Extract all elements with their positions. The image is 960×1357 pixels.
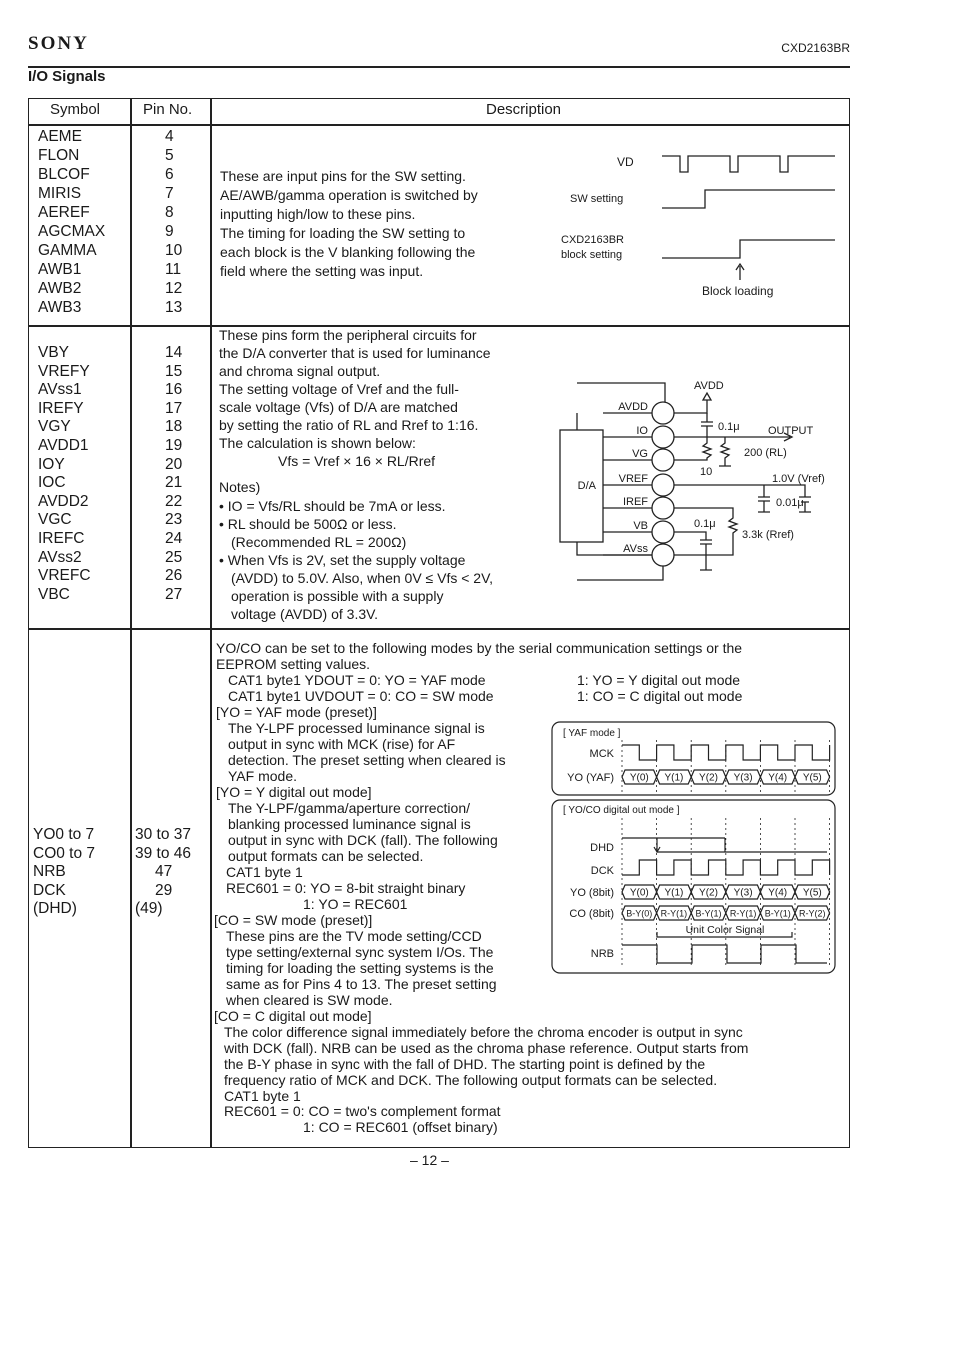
signal-symbol: VGY — [38, 418, 71, 436]
block-loading-arrow — [736, 264, 744, 280]
pin-number: 39 to 46 — [135, 844, 192, 862]
signal-symbol: GAMMA — [38, 242, 97, 259]
sony-logo: SONY — [28, 33, 89, 54]
signal-symbol: VBC — [38, 585, 70, 603]
description-line: The Y-LPF/gamma/aperture correction/ — [228, 800, 471, 816]
pin-number: 15 — [165, 362, 183, 380]
description-line: inputting high/low to these pins. — [220, 206, 416, 222]
pin-number: 26 — [165, 567, 183, 585]
part-number: CXD2163BR — [781, 41, 850, 55]
description-line: scale voltage (Vfs) of D/A are matched — [219, 399, 458, 415]
dhd-label: DHD — [590, 842, 614, 854]
description-line: These are input pins for the SW setting. — [220, 168, 466, 184]
description-line: EEPROM setting values. — [216, 656, 371, 672]
yo-8bit-cell-label: Y(1) — [664, 887, 684, 899]
co-8bit-cell-label: R-Y(1) — [729, 908, 757, 919]
signal-symbol: AEREF — [38, 204, 90, 221]
signal-symbol: VREFC — [38, 567, 91, 585]
mck-waveform — [622, 745, 830, 760]
pin-number: 9 — [165, 223, 174, 240]
circuit-pin-label: AVss — [623, 543, 648, 555]
pin-number: 6 — [165, 166, 174, 183]
digital-title: [ YO/CO digital out mode ] — [563, 805, 680, 816]
description-line: and chroma signal output. — [219, 363, 381, 379]
da-label: D/A — [577, 480, 596, 492]
sw-setting-waveform — [662, 190, 835, 208]
description-line: REC601 = 0: CO = two's complement format — [224, 1103, 501, 1119]
description-line: the B-Y phase in sync with the fall of DHD. The starting point is defined by the — [224, 1056, 706, 1072]
description-line: • IO = Vfs/RL should be 7mA or less. — [219, 498, 446, 514]
section-title: I/O Signals — [28, 68, 106, 85]
description-line: detection. The preset setting when cleared is — [228, 752, 506, 768]
circuit-pin-label: IO — [636, 425, 648, 437]
description-line: The calculation is shown below: — [219, 435, 416, 451]
pin-number: 27 — [165, 585, 183, 603]
rl-label: 200 (RL) — [744, 447, 787, 459]
co-8bit-label: CO (8bit) — [569, 908, 614, 920]
signal-symbol: AWB3 — [38, 299, 82, 316]
signal-symbol: YO0 to 7 — [33, 826, 95, 843]
vd-label: VD — [617, 155, 634, 169]
yo-8bit-cell-label: Y(4) — [768, 887, 788, 899]
description-line: CAT1 byte 1 — [226, 864, 303, 880]
yo-8bit-cell-label: Y(5) — [802, 887, 822, 899]
signal-symbol: AVss2 — [38, 548, 82, 566]
circuit-pin-label: IREF — [622, 496, 648, 508]
description-line: timing for loading the setting systems is the — [226, 960, 494, 976]
block-setting-label: block setting — [561, 249, 623, 261]
dhd-waveform — [622, 838, 827, 852]
description-line: Notes) — [219, 479, 261, 495]
cap-label: 0.01μ — [776, 497, 804, 509]
description-line: REC601 = 0: YO = 8-bit straight binary — [226, 880, 466, 896]
pin-number: 7 — [165, 185, 174, 202]
pin-number: 5 — [165, 147, 174, 164]
description-line: [YO = YAF mode (preset)] — [216, 704, 377, 720]
description-line: field where the setting was input. — [220, 263, 424, 279]
column-header-symbol: Symbol — [50, 101, 101, 118]
pin-number: 18 — [165, 418, 183, 436]
description-line: output in sync with DCK (fall). The following — [228, 832, 498, 848]
pin-circle — [652, 449, 674, 471]
co-8bit-cell-label: R-Y(2) — [799, 908, 826, 919]
rref-label: 3.3k (Rref) — [742, 529, 794, 541]
block-setting-waveform — [662, 240, 835, 258]
column-header-pin: Pin No. — [143, 101, 193, 118]
signal-symbol: MIRIS — [38, 185, 82, 202]
pin-number: (49) — [135, 900, 163, 917]
page-number: – 12 – — [410, 1152, 449, 1168]
pin-number: 30 to 37 — [135, 826, 192, 843]
signal-symbol: DCK — [33, 881, 66, 899]
pin-number: 23 — [165, 511, 183, 529]
description-line: output formats can be selected. — [228, 848, 424, 864]
signal-symbol: VBY — [38, 344, 70, 361]
nrb-waveform — [622, 945, 827, 963]
signal-symbol: IREFC — [38, 530, 85, 547]
vd-waveform — [662, 156, 835, 172]
description-line: the D/A converter that is used for luminance — [219, 345, 491, 361]
pin-circle — [652, 402, 674, 424]
pin-number: 20 — [165, 455, 183, 473]
description-line: 1: YO = Y digital out mode — [577, 672, 741, 688]
signal-symbol: AGCMAX — [38, 223, 106, 240]
signal-symbol: CO0 to 7 — [33, 844, 96, 862]
description-line: Vfs = Vref × 16 × RL/Rref — [278, 453, 436, 469]
pin-number: 11 — [165, 261, 182, 278]
yo-yaf-cell-label: Y(3) — [733, 772, 753, 784]
pin-number: 24 — [165, 530, 183, 547]
circuit-pin-label: AVDD — [618, 401, 648, 413]
signal-symbol: AVss1 — [38, 381, 82, 399]
description-line: [CO = C digital out mode] — [214, 1008, 372, 1024]
description-line: (AVDD) to 5.0V. Also, when 0V ≤ Vfs < 2V, — [231, 570, 494, 586]
co-8bit-cell-label: B-Y(1) — [764, 908, 791, 919]
description-line: voltage (AVDD) of 3.3V. — [231, 606, 379, 622]
description-line: CAT1 byte1 UVDOUT = 0: CO = SW mode — [228, 688, 494, 704]
description-line: • When Vfs is 2V, set the supply voltage — [219, 552, 466, 568]
pin-circle — [652, 474, 674, 496]
signal-symbol: IOC — [38, 474, 66, 492]
description-line: 1: CO = REC601 (offset binary) — [303, 1119, 498, 1135]
pin-circle — [652, 497, 674, 519]
sw-timing-diagram — [662, 156, 835, 280]
pin-number: 25 — [165, 548, 183, 566]
signal-symbol: AEME — [38, 128, 82, 145]
description-line: each block is the V blanking following the — [220, 244, 476, 260]
description-line: These pins are the TV mode setting/CCD — [226, 928, 482, 944]
signal-symbol: IOY — [38, 455, 65, 473]
description-line: by setting the ratio of RL and Rref to 1:16. — [219, 417, 479, 433]
yaf-title: [ YAF mode ] — [563, 728, 621, 739]
description-line: 1: CO = C digital out mode — [577, 688, 743, 704]
description-line: (Recommended RL = 200Ω) — [231, 534, 407, 550]
description-line: [YO = Y digital out mode] — [216, 784, 372, 800]
description-line: These pins form the peripheral circuits for — [219, 327, 477, 343]
pin-number: 13 — [165, 299, 183, 316]
description-line: The setting voltage of Vref and the full- — [219, 381, 459, 397]
description-line: AE/AWB/gamma operation is switched by — [220, 187, 478, 203]
pin-number: 16 — [165, 381, 183, 399]
signal-symbol: AVDD1 — [38, 437, 89, 454]
pin-number: 4 — [165, 128, 174, 145]
yo-yaf-cell-label: Y(0) — [629, 772, 649, 784]
description-line: The timing for loading the SW setting to — [220, 225, 466, 241]
output-label: OUTPUT — [768, 425, 814, 437]
column-header-description: Description — [486, 101, 562, 118]
cap-label: 0.1μ — [694, 518, 716, 530]
mck-label: MCK — [589, 748, 614, 760]
description-line: type setting/external sync system I/Os. The — [226, 944, 494, 960]
co-8bit-cell-label: R-Y(1) — [660, 908, 688, 919]
signal-symbol: (DHD) — [33, 900, 77, 917]
description-line: same as for Pins 4 to 13. The preset setting — [226, 976, 497, 992]
circuit-pin-label: VREF — [618, 473, 648, 485]
pin-number: 14 — [165, 344, 183, 361]
signal-symbol: AWB2 — [38, 280, 82, 297]
r10-label: 10 — [700, 466, 713, 478]
description-line: YO/CO can be set to the following modes by the serial communication settings or the — [216, 640, 743, 656]
yo-yaf-cell-label: Y(2) — [699, 772, 718, 784]
pin-number: 22 — [165, 492, 183, 510]
yo-8bit-cell-label: Y(2) — [699, 887, 718, 899]
description-line: output in sync with MCK (rise) for AF — [228, 736, 456, 752]
block-loading-label: Block loading — [702, 284, 774, 298]
sw-setting-label: SW setting — [570, 193, 624, 205]
pin-circle — [652, 544, 674, 566]
description-line: when cleared is SW mode. — [226, 992, 393, 1008]
dck-waveform — [622, 860, 830, 875]
co-8bit-cell-label: B-Y(0) — [626, 908, 653, 919]
signal-symbol: AWB1 — [38, 261, 82, 278]
pin-number: 29 — [155, 881, 173, 899]
signal-symbol: VGC — [38, 511, 72, 529]
description-line: CAT1 byte1 YDOUT = 0: YO = YAF mode — [228, 672, 486, 688]
cap-label: 0.1μ — [718, 421, 740, 433]
pin-number: 8 — [165, 204, 174, 221]
pin-number: 10 — [165, 242, 183, 259]
vref-label: 1.0V (Vref) — [772, 473, 825, 485]
description-line: blanking processed luminance signal is — [228, 816, 471, 832]
chip-label: CXD2163BR — [561, 234, 624, 246]
pin-number: 12 — [165, 280, 183, 297]
co-8bit-cell-label: B-Y(1) — [695, 908, 722, 919]
signal-symbol: NRB — [33, 863, 66, 880]
pin-number: 17 — [165, 399, 183, 417]
yo-yaf-cell-label: Y(1) — [664, 772, 684, 784]
circuit-pin-label: VG — [632, 448, 648, 460]
dck-label: DCK — [590, 865, 614, 877]
description-line: The Y-LPF processed luminance signal is — [228, 720, 485, 736]
yo-yaf-cell-label: Y(4) — [768, 772, 788, 784]
description-line: CAT1 byte 1 — [224, 1088, 301, 1104]
avdd-supply-label: AVDD — [694, 380, 724, 392]
yo-8bit-cell-label: Y(0) — [629, 887, 649, 899]
description-line: The color difference signal immediately before the chroma encoder is output in sync — [224, 1024, 743, 1040]
description-line: frequency ratio of MCK and DCK. The following output formats can be selected. — [224, 1072, 718, 1088]
pin-circle — [652, 521, 674, 543]
yo-yaf-label: YO (YAF) — [567, 772, 614, 784]
description-line: [CO = SW mode (preset)] — [214, 912, 373, 928]
pin-number: 21 — [165, 474, 183, 492]
yo-yaf-cell-label: Y(5) — [802, 772, 822, 784]
description-line: • RL should be 500Ω or less. — [219, 516, 397, 532]
description-line: operation is possible with a supply — [231, 588, 444, 604]
nrb-label: NRB — [590, 948, 614, 960]
yo-8bit-cell-label: Y(3) — [733, 887, 753, 899]
pin-number: 47 — [155, 863, 173, 880]
pin-circle — [652, 426, 674, 448]
signal-symbol: VREFY — [38, 362, 90, 380]
yo-8bit-label: YO (8bit) — [569, 887, 614, 899]
unit-color-label: Unit Color Signal — [685, 924, 765, 936]
signal-symbol: BLCOF — [38, 166, 90, 183]
signal-symbol: IREFY — [38, 399, 84, 417]
circuit-pin-label: VB — [633, 520, 648, 532]
signal-symbol: FLON — [38, 147, 80, 164]
description-line: YAF mode. — [228, 768, 297, 784]
description-line: 1: YO = REC601 — [303, 896, 408, 912]
description-line: with DCK (fall). NRB can be used as the chroma phase reference. Output starts from — [224, 1040, 749, 1056]
pin-number: 19 — [165, 437, 183, 454]
signal-symbol: AVDD2 — [38, 492, 89, 510]
